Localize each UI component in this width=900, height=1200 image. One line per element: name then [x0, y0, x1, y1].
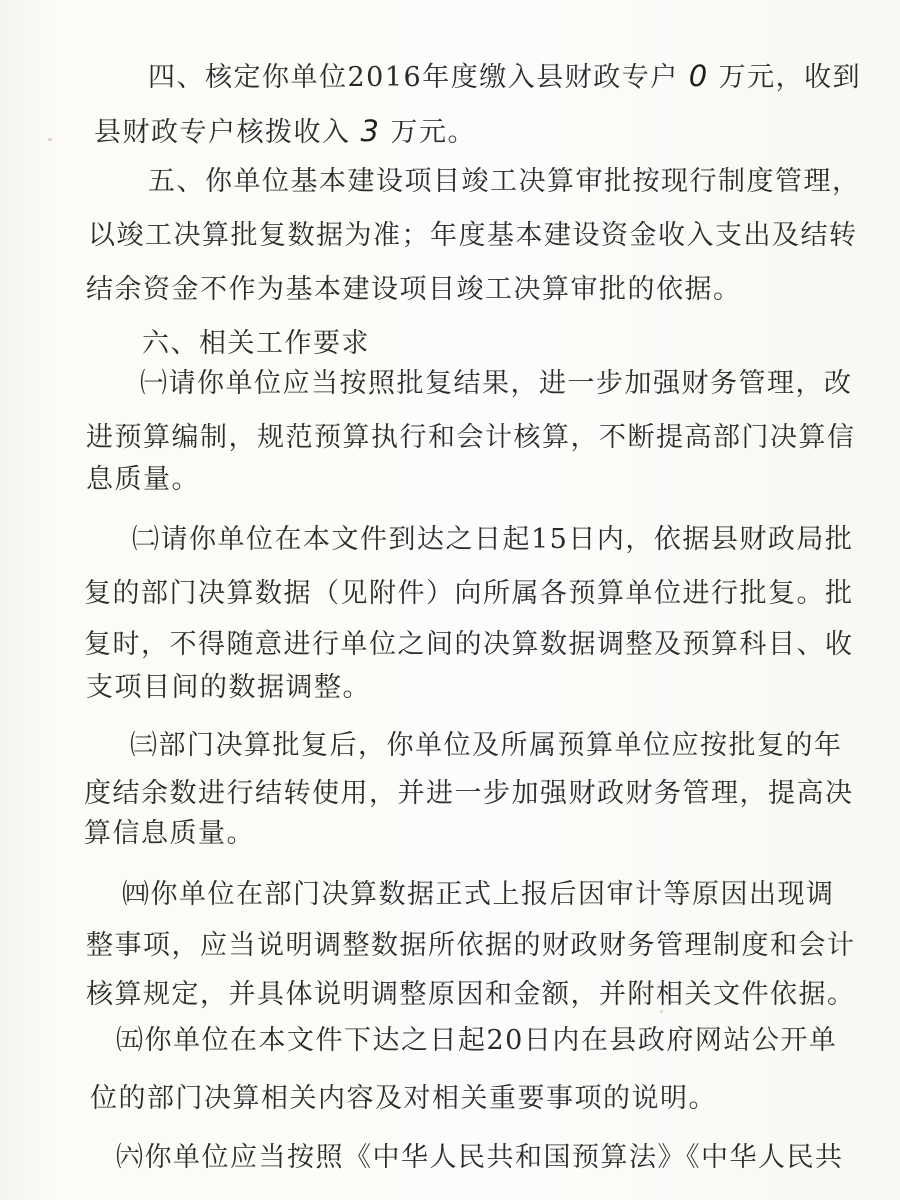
- item5-line-2: 位的部门决算相关内容及对相关重要事项的说明。: [90, 1083, 717, 1114]
- sec6-heading: 六、相关工作要求: [142, 328, 370, 359]
- item4-line-3: 核算规定，并具体说明调整原因和金额，并附相关文件依据。: [86, 979, 856, 1010]
- sec4-line-1: [148, 58, 861, 96]
- sec5-line-2: 以竣工决算批复数据为准；年度基本建设资金收入支出及结转: [88, 220, 858, 251]
- item2-line-2: 复的部门决算数据（见附件）向所属各预算单位进行批复。批: [84, 578, 854, 609]
- sec5-line-1: 五、你单位基本建设项目竣工决算审批按现行制度管理，: [148, 166, 861, 197]
- sec4-text-c: 县财政专户核拨收入: [94, 117, 351, 148]
- item3-line-3: 算信息质量。: [84, 818, 255, 849]
- item2-line-1: ㈡请你单位在本文件到达之日起15日内，依据县财政局批: [132, 524, 854, 555]
- sec4-text-a: 四、核定你单位2016年度缴入县财政专户: [148, 62, 679, 93]
- sec4-line-2: [94, 113, 476, 151]
- sec5-line-3: 结余资金不作为基本建设项目竣工决算审批的依据。: [86, 274, 742, 305]
- item1-line-2: 进预算编制，规范预算执行和会计核算，不断提高部门决算信: [86, 422, 856, 453]
- item3-line-1: ㈢部门决算批复后，你单位及所属预算单位应按批复的年: [130, 730, 843, 761]
- item4-line-2: 整事项，应当说明调整数据所依据的财政财务管理制度和会计: [86, 930, 856, 961]
- sec4-text-d: 万元。: [390, 117, 476, 148]
- paper-speck: [48, 138, 52, 141]
- item1-line-1: ㈠请你单位应当按照批复结果，进一步加强财务管理，改: [140, 368, 853, 399]
- item2-line-4: 支项目间的数据调整。: [86, 672, 371, 703]
- item2-line-3: 复时，不得随意进行单位之间的决算数据调整及预算科目、收: [84, 629, 854, 660]
- item4-line-1: ㈣你单位在部门决算数据正式上报后因审计等原因出现调: [122, 879, 835, 910]
- paper-speck: [660, 1010, 663, 1013]
- handwritten-amount-3: 3: [360, 114, 381, 148]
- item1-line-3: 息质量。: [86, 464, 200, 495]
- sec4-text-b: 万元，收到: [718, 62, 862, 93]
- item3-line-2: 度结余数进行结转使用，并进一步加强财政财务管理，提高决: [84, 778, 854, 809]
- item5-line-1: ㈤你单位在本文件下达之日起20日内在县政府网站公开单: [116, 1025, 838, 1056]
- item6-line-1: ㈥你单位应当按照《中华人民共和国预算法》《中华人民共: [116, 1142, 844, 1173]
- handwritten-amount-0: 0: [688, 59, 709, 93]
